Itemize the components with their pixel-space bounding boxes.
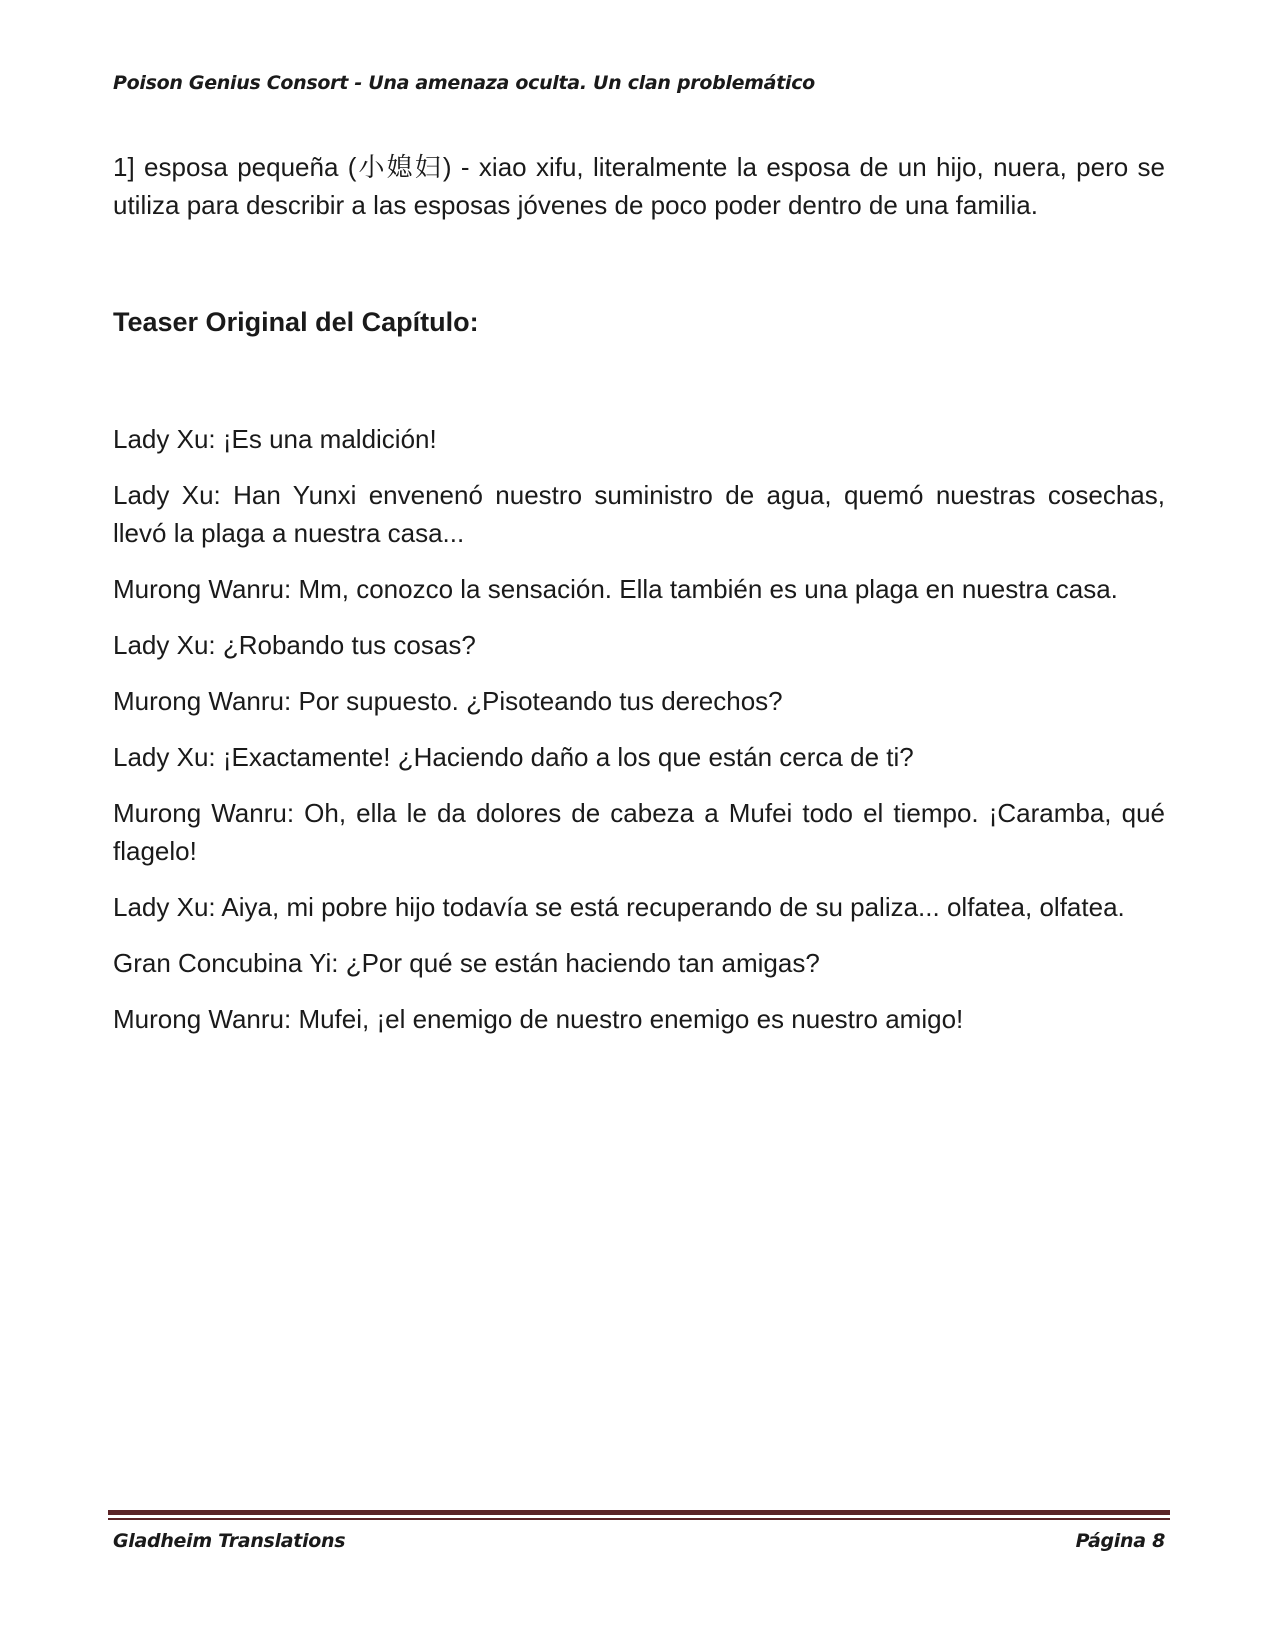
dialogue-line: Lady Xu: ¡Exactamente! ¿Haciendo daño a los que están cerca de ti?: [113, 742, 914, 772]
dialogue-line: Lady Xu: ¡Es una maldición!: [113, 424, 437, 454]
dialogue-line: Lady Xu: Aiya, mi pobre hijo todavía se está recuperando de su paliza... olfatea, olfatea.: [113, 892, 1125, 922]
dialogue-line: Lady Xu: Han Yunxi envenenó nuestro suministro de agua, quemó nuestras cosechas, llevó la plaga a nuestra casa...: [113, 480, 1165, 548]
dialogue-line: Gran Concubina Yi: ¿Por qué se están haciendo tan amigas?: [113, 948, 820, 978]
footer-divider-thick: [108, 1510, 1170, 1515]
dialogue-line: Murong Wanru: Por supuesto. ¿Pisoteando tus derechos?: [113, 686, 783, 716]
dialogue-list: [113, 420, 1165, 1038]
footer-publisher: Gladheim Translations: [113, 1530, 346, 1552]
dialogue-line: Murong Wanru: Mm, conozco la sensación. Ella también es una plaga en nuestra casa.: [113, 574, 1118, 604]
dialogue-line: Murong Wanru: Oh, ella le da dolores de cabeza a Mufei todo el tiempo. ¡Caramba, qué flagelo!: [113, 798, 1165, 866]
page-content: [113, 148, 1165, 1056]
translation-footnote: 1] esposa pequeña (小媳妇) - xiao xifu, literalmente la esposa de un hijo, nuera, pero se utiliza para describir a las esposas jóvenes de poco poder dentro de una familia.: [113, 152, 1165, 220]
footer-page-number: Página 8: [1075, 1530, 1165, 1552]
footer-divider-thin: [108, 1518, 1170, 1520]
dialogue-line: Lady Xu: ¿Robando tus cosas?: [113, 630, 476, 660]
footer-divider: [108, 1510, 1170, 1520]
page-header-title: Poison Genius Consort - Una amenaza oculta. Un clan problemático: [113, 72, 815, 94]
dialogue-line: Murong Wanru: Mufei, ¡el enemigo de nuestro enemigo es nuestro amigo!: [113, 1004, 964, 1034]
section-heading: Teaser Original del Capítulo:: [113, 307, 479, 337]
